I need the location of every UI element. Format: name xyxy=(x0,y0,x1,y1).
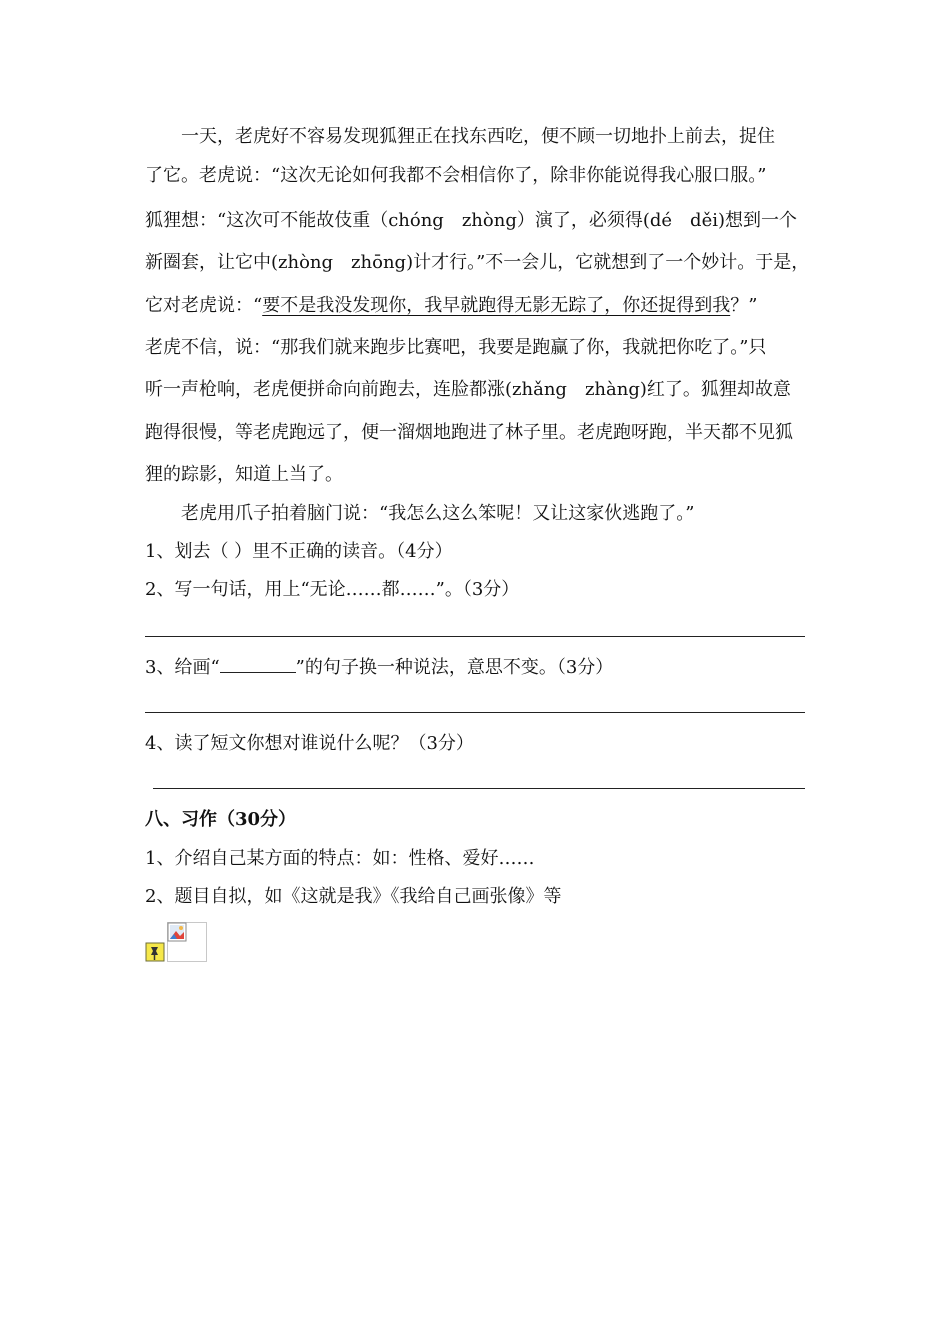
passage-line-5 xyxy=(145,293,757,319)
underlined-sentence: 要不是我没发现你，我早就跑得无影无踪了，你还捉得到我 xyxy=(262,295,731,316)
broken-image-icon xyxy=(167,922,187,942)
passage-line-9: 狸的踪影，知道上当了。 xyxy=(145,464,343,485)
passage-line-3: 狐狸想：“这次可不能故伎重（chóng zhòng）演了，必须得(dé děi)想到一个 xyxy=(145,210,798,231)
question-4: 4、读了短文你想对谁说什么呢？（3分） xyxy=(145,733,474,754)
passage-line-7: 听一声枪响，老虎便拼命向前跑去，连脸都涨(zhǎng zhàng)红了。狐狸却故意 xyxy=(145,379,791,400)
question-3 xyxy=(145,654,613,681)
question-1: 1、划去（ ）里不正确的读音。（4分） xyxy=(145,541,453,562)
question-2: 2、写一句话，用上“无论……都……”。（3分） xyxy=(145,579,520,600)
question-3-prefix: 3、给画“ xyxy=(145,657,220,678)
passage-paragraph-2: 老虎用爪子拍着脑门说：“我怎么这么笨呢！又让这家伙逃跑了。” xyxy=(181,503,695,524)
passage-line-2: 了它。老虎说：“这次无论如何我都不会相信你了，除非你能说得我心服口服。” xyxy=(145,165,767,186)
passage-line-1: 一天，老虎好不容易发现狐狸正在找东西吃，便不顾一切地扑上前去，捉住 xyxy=(181,126,775,147)
passage-line-5-prefix: 它对老虎说：“ xyxy=(145,295,263,316)
passage-line-6: 老虎不信，说：“那我们就来跑步比赛吧，我要是跑赢了你，我就把你吃了。”只 xyxy=(145,337,767,358)
question-3-suffix: ”的句子换一种说法，意思不变。（3分） xyxy=(295,657,614,678)
section-8-item-2: 2、题目自拟，如《这就是我》《我给自己画张像》等 xyxy=(145,886,562,907)
answer-line-q3[interactable] xyxy=(145,712,805,713)
underline-sample xyxy=(220,654,296,673)
passage-line-5-suffix: ？” xyxy=(730,295,758,316)
section-8-item-1: 1、介绍自己某方面的特点：如：性格、爱好…… xyxy=(145,848,535,869)
section-8-title: 八、习作（30分） xyxy=(145,809,297,830)
passage-line-8: 跑得很慢，等老虎跑远了，便一溜烟地跑进了林子里。老虎跑呀跑，半天都不见狐 xyxy=(145,422,793,443)
pin-icon xyxy=(145,942,165,962)
answer-line-q4[interactable] xyxy=(153,788,805,789)
passage-line-4: 新圈套，让它中(zhòng zhōng)计才行。”不一会儿，它就想到了一个妙计。于是， xyxy=(145,252,810,273)
answer-line-q2[interactable] xyxy=(145,636,805,637)
